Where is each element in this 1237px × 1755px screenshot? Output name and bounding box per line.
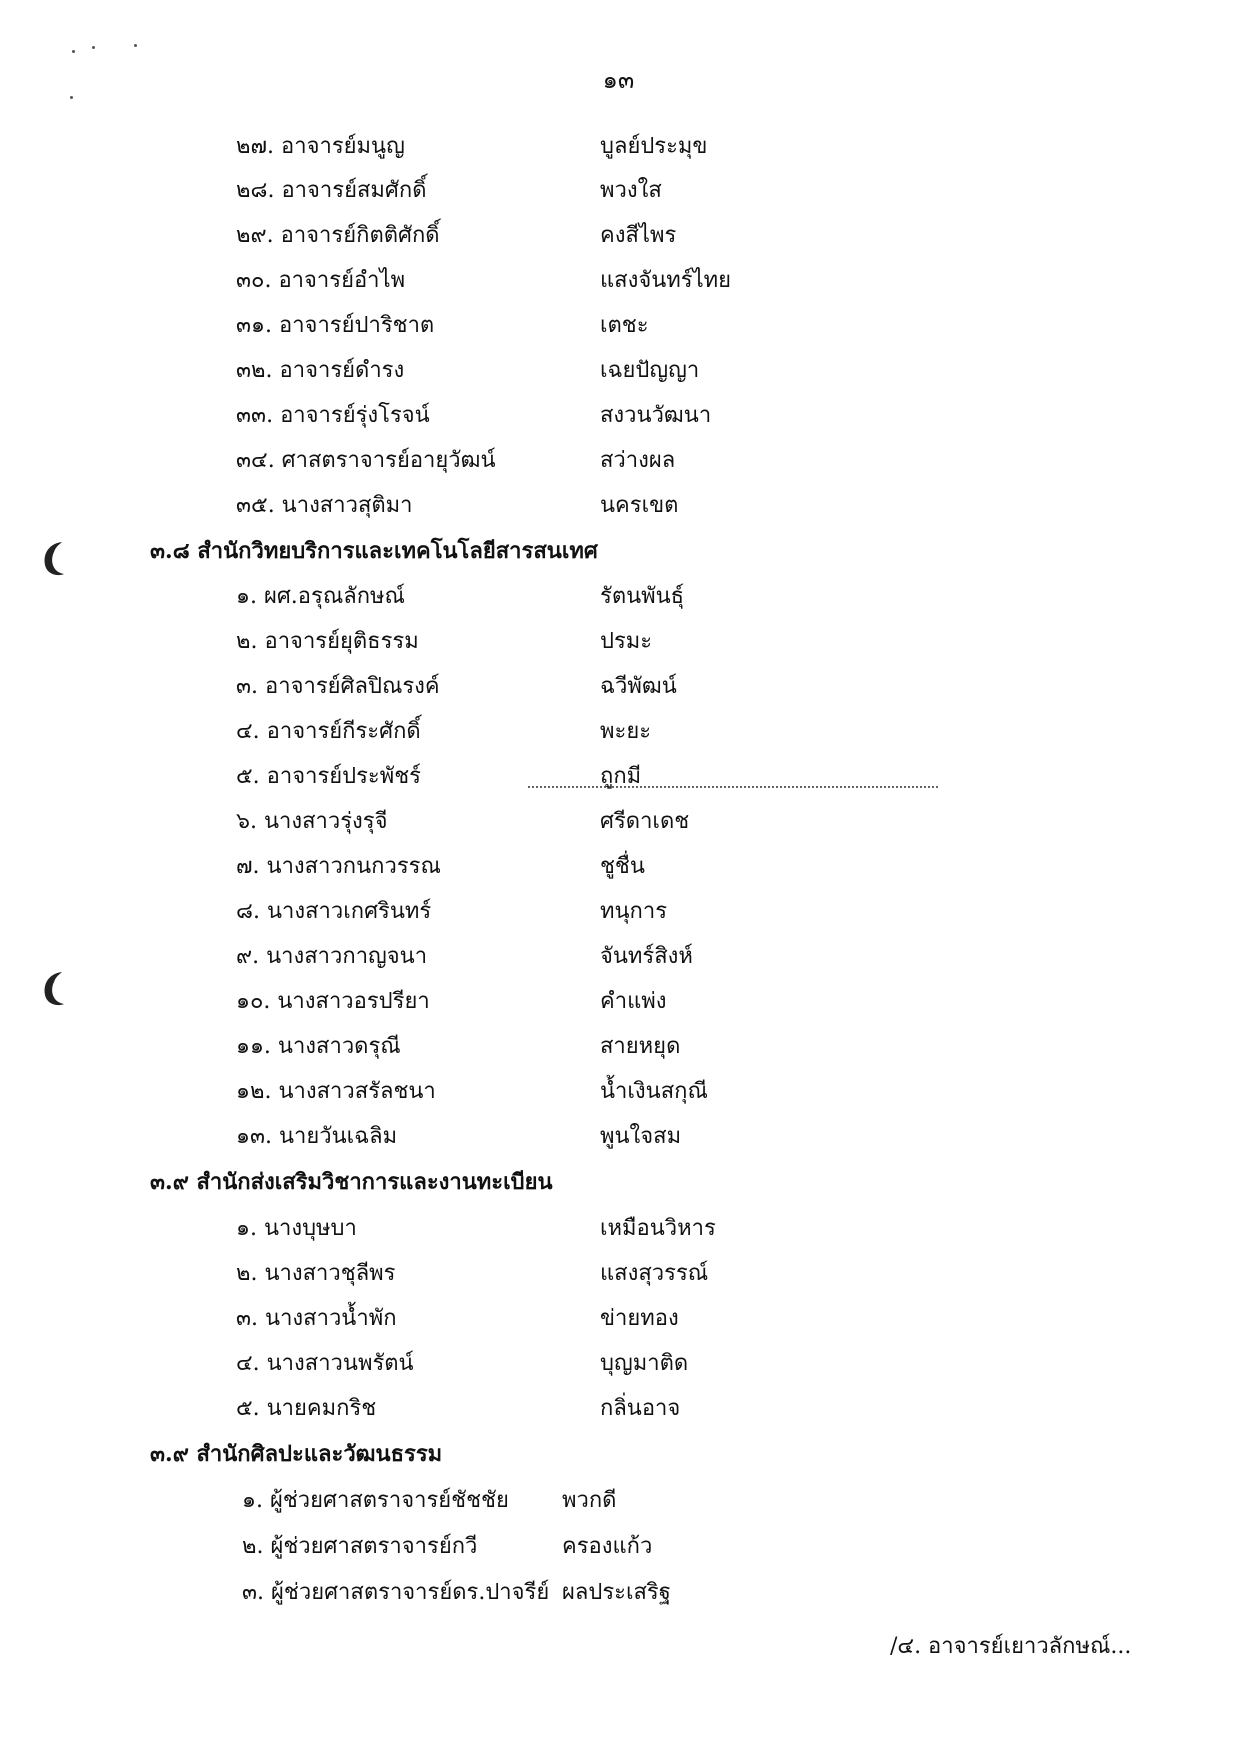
member-name: ๑. นางบุษบา — [236, 1216, 357, 1241]
member-surname: พวงใส — [600, 178, 662, 203]
scan-speck — [134, 44, 137, 47]
member-surname: นครเขต — [600, 493, 679, 518]
member-surname: ครองแก้ว — [562, 1534, 653, 1559]
member-name: ๕. อาจารย์ประพัชร์ — [236, 764, 422, 789]
page-number: ๑๓ — [602, 66, 635, 94]
member-surname: สายหยุด — [600, 1034, 681, 1059]
member-surname: ฉวีพัฒน์ — [600, 674, 677, 699]
member-surname: ชูชื่น — [600, 854, 645, 879]
dotted-rule — [528, 786, 938, 788]
member-surname: ผลประเสริฐ — [562, 1580, 671, 1605]
member-surname: น้ำเงินสกุณี — [600, 1079, 708, 1104]
member-surname: ปรมะ — [600, 629, 653, 654]
member-name: ๒๗. อาจารย์มนูญ — [236, 134, 405, 159]
member-name: ๒. นางสาวชุลีพร — [236, 1261, 396, 1286]
section-heading: ๓.๘ สำนักวิทยบริการและเทคโนโลยีสารสนเทศ — [150, 538, 598, 564]
member-name: ๑๓. นายวันเฉลิม — [236, 1124, 398, 1149]
member-surname: เตชะ — [600, 313, 649, 338]
member-name: ๒. อาจารย์ยุติธรรม — [236, 629, 419, 654]
binder-hole-mark — [38, 968, 68, 1008]
member-surname: สงวนวัฒนา — [600, 403, 712, 428]
member-surname: สว่างผล — [600, 448, 676, 473]
member-name: ๗. นางสาวกนกวรรณ — [236, 854, 441, 879]
member-name: ๑. ผู้ช่วยศาสตราจารย์ชัชชัย — [242, 1488, 509, 1513]
continuation-note: /๔. อาจารย์เยาวลักษณ์... — [890, 1634, 1132, 1659]
member-name: ๓. อาจารย์ศิลปิณรงค์ — [236, 674, 440, 699]
member-name: ๙. นางสาวกาญจนา — [236, 944, 428, 969]
member-surname: แสงจันทร์ไทย — [600, 268, 732, 293]
member-surname: พูนใจสม — [600, 1124, 682, 1149]
member-name: ๒๘. อาจารย์สมศักดิ์ — [236, 178, 427, 203]
member-name: ๓๕. นางสาวสุติมา — [236, 493, 413, 518]
member-surname: คงสีไพร — [600, 223, 677, 248]
binder-hole-mark — [38, 538, 68, 578]
scan-speck — [72, 50, 75, 53]
member-surname: พวกดี — [562, 1488, 617, 1513]
member-surname: คำแพ่ง — [600, 989, 667, 1014]
member-surname: กลิ่นอาจ — [600, 1396, 681, 1421]
member-name: ๘. นางสาวเกศรินทร์ — [236, 899, 432, 924]
member-name: ๒. ผู้ช่วยศาสตราจารย์กวี — [242, 1534, 478, 1559]
member-name: ๒๙. อาจารย์กิตติศักดิ์ — [236, 223, 440, 248]
member-surname: บูลย์ประมุข — [600, 134, 708, 159]
member-name: ๑๑. นางสาวดรุณี — [236, 1034, 401, 1059]
member-name: ๓. ผู้ช่วยศาสตราจารย์ดร.ปาจรีย์ — [242, 1580, 550, 1605]
member-name: ๓. นางสาวน้ำพัก — [236, 1306, 397, 1331]
member-name: ๑๐. นางสาวอรปรียา — [236, 989, 430, 1014]
member-name: ๖. นางสาวรุ่งรุจี — [236, 809, 388, 834]
section-heading: ๓.๙ สำนักส่งเสริมวิชาการและงานทะเบียน — [150, 1169, 553, 1195]
member-name: ๓๑. อาจารย์ปาริชาต — [236, 313, 435, 338]
member-name: ๑๒. นางสาวสรัลชนา — [236, 1079, 436, 1104]
scan-speck — [70, 96, 73, 99]
member-surname: เหมือนวิหาร — [600, 1216, 716, 1241]
member-surname: พะยะ — [600, 719, 652, 744]
member-surname: ศรีดาเดช — [600, 809, 690, 834]
member-name: ๓๔. ศาสตราจารย์อายุวัฒน์ — [236, 448, 496, 473]
member-surname: บุญมาติด — [600, 1351, 689, 1376]
member-name: ๔. อาจารย์กีระศักดิ์ — [236, 719, 421, 744]
section-heading: ๓.๙ สำนักศิลปะและวัฒนธรรม — [150, 1441, 443, 1467]
member-name: ๓๐. อาจารย์อำไพ — [236, 268, 406, 293]
member-surname: แสงสุวรรณ์ — [600, 1261, 709, 1286]
scan-speck — [92, 46, 95, 49]
member-name: ๕. นายคมกริช — [236, 1396, 377, 1421]
member-surname: เฉยปัญญา — [600, 358, 700, 383]
member-name: ๔. นางสาวนพรัตน์ — [236, 1351, 414, 1376]
member-surname: จันทร์สิงห์ — [600, 944, 693, 969]
member-name: ๑. ผศ.อรุณลักษณ์ — [236, 584, 405, 609]
member-surname: ถูกมี — [600, 764, 642, 789]
member-name: ๓๒. อาจารย์ดำรง — [236, 358, 405, 383]
member-surname: ทนุการ — [600, 899, 668, 924]
member-surname: ข่ายทอง — [600, 1306, 679, 1331]
member-surname: รัตนพันธุ์ — [600, 584, 685, 609]
member-name: ๓๓. อาจารย์รุ่งโรจน์ — [236, 403, 430, 428]
